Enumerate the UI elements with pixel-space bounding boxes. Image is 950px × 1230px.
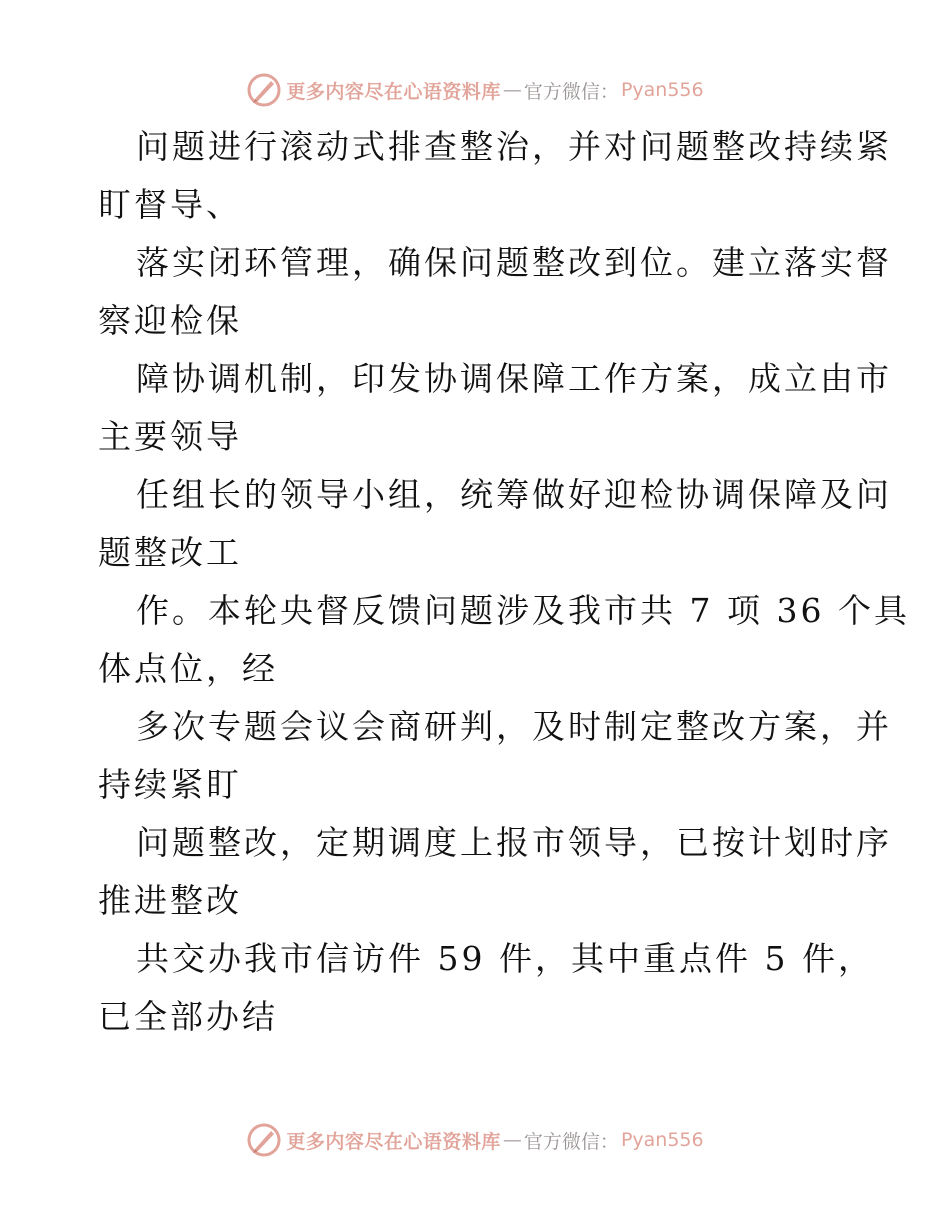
body-line: 主要领导: [98, 417, 242, 456]
body-line: 共交办我市信访件 59 件，其中重点件 5 件，: [136, 939, 874, 978]
quill-pen-logo-icon: [246, 72, 282, 108]
body-line: 盯督导、: [98, 185, 242, 224]
body-line: 任组长的领导小组，统筹做好迎检协调保障及问: [136, 475, 892, 514]
body-line: 问题进行滚动式排查整治，并对问题整改持续紧: [136, 127, 892, 166]
watermark-wechat-label: 官方微信：: [523, 80, 619, 103]
body-line: 多次专题会议会商研判，及时制定整改方案，并: [136, 707, 892, 746]
watermark-brand-text: 更多内容尽在心语资料库: [286, 1130, 501, 1153]
watermark-dash: —: [502, 1129, 522, 1151]
watermark-wechat-label: 官方微信：: [523, 1130, 619, 1153]
header-watermark: [0, 70, 950, 110]
body-line: 推进整改: [98, 881, 242, 920]
body-line: 已全部办结: [98, 997, 278, 1036]
body-line: 体点位，经: [98, 649, 278, 688]
watermark-wechat-id: Pyan556: [620, 1129, 704, 1151]
watermark-wechat-id: Pyan556: [620, 79, 704, 101]
watermark-brand-text: 更多内容尽在心语资料库: [286, 80, 501, 103]
footer-watermark: [0, 1120, 950, 1160]
document-body: [98, 118, 910, 1046]
body-line: 作。本轮央督反馈问题涉及我市共 7 项 36 个具: [136, 591, 910, 630]
body-line: 问题整改，定期调度上报市领导，已按计划时序: [136, 823, 892, 862]
body-line: 题整改工: [98, 533, 242, 572]
body-line: 持续紧盯: [98, 765, 242, 804]
quill-pen-logo-icon: [246, 1122, 282, 1158]
body-line: 障协调机制，印发协调保障工作方案，成立由市: [136, 359, 892, 398]
body-line: 察迎检保: [98, 301, 242, 340]
watermark-dash: —: [502, 79, 522, 101]
body-line: 落实闭环管理，确保问题整改到位。建立落实督: [136, 243, 892, 282]
